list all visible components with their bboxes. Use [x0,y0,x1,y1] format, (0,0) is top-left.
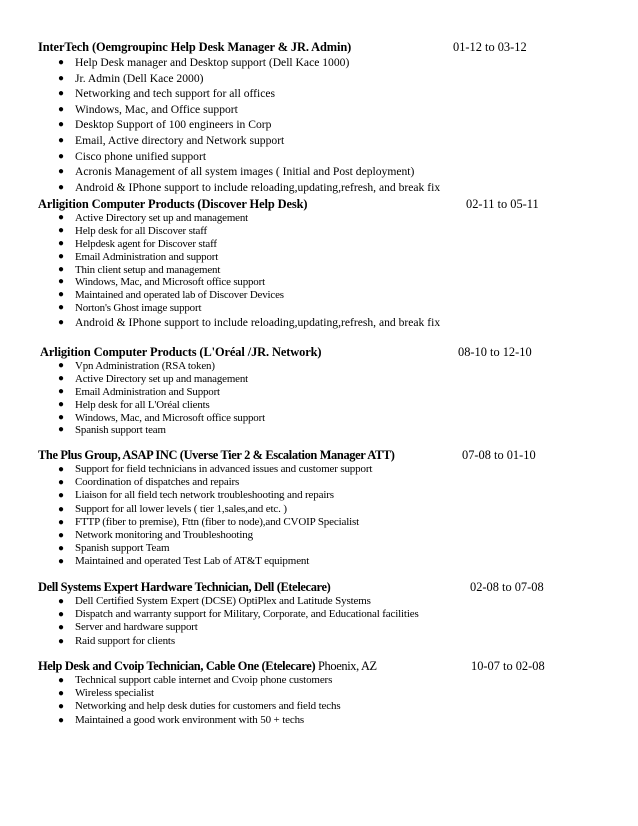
bullet-icon: ● [58,503,64,515]
job-title: Arligition Computer Products (Discover Help Desk) [38,197,308,211]
bullet-icon: ● [58,688,64,700]
bullet-icon: ● [58,360,64,371]
job-dates: 07-08 to 01-10 [462,448,536,462]
list-item: ● Maintained and operated Test Lab of AT&T equipment [58,555,310,568]
job-dates: 10-07 to 02-08 [471,659,545,673]
list-item: ● Support for all lower levels ( tier 1,sales,and etc. ) [58,502,287,515]
list-item: ● Raid support for clients [58,634,175,647]
list-item: ● Coordination of dispatches and repairs [58,476,240,489]
bullet-icon: ● [58,398,64,410]
list-item: ● Help desk for all Discover staff [58,224,207,237]
job-duties-list [0,595,638,648]
bullet-icon: ● [58,385,64,397]
job-location: Phoenix, AZ [315,659,377,673]
job-duties-list [0,212,638,331]
list-item: ● Active Directory set up and management [58,372,249,385]
list-item: ● Thin client setup and management [58,263,221,276]
bullet-icon: ● [58,181,65,193]
job-plus-group [0,448,638,569]
bullet-icon: ● [58,224,64,236]
bullet-icon: ● [58,88,65,100]
list-item: ● Liaison for all field tech network troubleshooting and repairs [58,489,334,502]
bullet-icon: ● [58,134,65,146]
list-item: ● Support for field technicians in advanced issues and customer support [58,463,373,475]
bullet-icon: ● [58,675,64,686]
list-item: ● Help desk for all L'Oréal clients [58,398,210,411]
bullet-icon: ● [58,263,64,275]
bullet-icon: ● [58,622,64,634]
list-item: ● Technical support cable internet and Cvoip phone customers [58,674,333,686]
bullet-icon: ● [58,714,64,726]
bullet-icon: ● [58,516,64,528]
list-item: ● Android & IPhone support to include reloading,updating,refresh, and break fix [58,316,441,330]
list-item: ● FTTP (fiber to premise), Fttn (fiber to node),and CVOIP Specialist [58,515,360,528]
job-dell-systems [0,580,638,648]
bullet-icon: ● [58,701,64,713]
job-header [0,40,638,55]
list-item: ● Spanish support team [58,424,166,437]
bullet-icon: ● [58,302,64,314]
bullet-icon: ● [58,635,64,647]
list-item: ● Desktop Support of 100 engineers in Corp [58,118,272,132]
list-item: ● Active Directory set up and management [58,212,249,224]
list-item: ● Acronis Management of all system images ( Initial and Post deployment) [58,165,415,179]
list-item: ● Help Desk manager and Desktop support (Dell Kace 1000) [58,56,350,69]
list-item: ● Email, Active directory and Network support [58,133,285,147]
bullet-icon: ● [58,276,64,288]
job-title: Arligition Computer Products (L'Oréal /JR. Network) [40,345,322,359]
bullet-icon: ● [58,289,64,301]
bullet-icon: ● [58,119,65,131]
list-item: ● Email Administration and support [58,250,219,263]
bullet-icon: ● [58,477,64,489]
list-item: ● Networking and tech support for all offices [58,87,276,101]
list-item: ● Server and hardware support [58,621,198,634]
bullet-icon: ● [58,57,65,68]
list-item: ● Windows, Mac, and Microsoft office support [58,276,265,289]
list-item: ● Cisco phone unified support [58,149,207,163]
list-item: ● Norton's Ghost image support [58,302,202,315]
list-item: ● Windows, Mac, and Microsoft office support [58,411,265,424]
list-item: ● Email Administration and Support [58,385,220,398]
bullet-icon: ● [58,250,64,262]
list-item: ● Jr. Admin (Dell Kace 2000) [58,71,204,85]
list-item: ● Spanish support Team [58,542,170,555]
job-header [0,448,638,463]
list-item: ● Dispatch and warranty support for Military, Corporate, and Educational facilities [58,608,419,621]
job-duties-list [0,360,638,437]
list-item: ● Vpn Administration (RSA token) [58,360,215,372]
job-title: Dell Systems Expert Hardware Technician, Dell (Etelecare) [38,580,331,594]
bullet-icon: ● [58,372,64,384]
list-item: ● Network monitoring and Troubleshooting [58,528,253,541]
job-header [0,659,638,674]
job-intertech [0,40,638,195]
bullet-icon: ● [58,529,64,541]
job-header [0,345,638,360]
bullet-icon: ● [58,411,64,423]
job-dates: 08-10 to 12-10 [458,345,532,359]
job-title: The Plus Group, ASAP INC (Uverse Tier 2 & Escalation Manager ATT) [38,448,395,462]
list-item: ● Maintained a good work environment with 50 + techs [58,713,305,726]
bullet-icon: ● [58,166,65,178]
job-title: Help Desk and Cvoip Technician, Cable One (Etelecare) Phoenix, AZ [38,659,377,673]
bullet-icon: ● [58,212,64,223]
bullet-icon: ● [58,596,64,607]
bullet-icon: ● [58,150,65,162]
job-cable-one [0,659,638,727]
job-duties-list [0,674,638,727]
bullet-icon: ● [58,543,64,555]
list-item: ● Maintained and operated lab of Discover Devices [58,289,284,302]
job-duties-list [0,55,638,195]
job-header [0,580,638,595]
bullet-icon: ● [58,237,64,249]
job-dates: 02-11 to 05-11 [466,197,539,211]
bullet-icon: ● [58,103,65,115]
job-arligition-discover [0,197,638,331]
list-item: ● Windows, Mac, and Office support [58,102,238,116]
bullet-icon: ● [58,490,64,502]
bullet-icon: ● [58,72,65,84]
job-header [0,197,638,212]
job-arligition-loreal [0,345,638,437]
job-title: InterTech (Oemgroupinc Help Desk Manager & JR. Admin) [38,40,352,54]
bullet-icon: ● [58,464,64,475]
list-item: ● Dell Certified System Expert (DCSE) OptiPlex and Latitude Systems [58,595,371,607]
list-item: ● Wireless specialist [58,687,154,700]
bullet-icon: ● [58,556,64,568]
job-dates: 01-12 to 03-12 [453,40,527,54]
job-duties-list [0,463,638,569]
list-item: ● Helpdesk agent for Discover staff [58,237,217,250]
bullet-icon: ● [58,317,65,329]
list-item: ● Networking and help desk duties for customers and field techs [58,700,341,713]
bullet-icon: ● [58,424,64,436]
list-item: ● Android & IPhone support to include reloading,updating,refresh, and break fix [58,180,441,194]
job-dates: 02-08 to 07-08 [470,580,544,594]
bullet-icon: ● [58,609,64,621]
